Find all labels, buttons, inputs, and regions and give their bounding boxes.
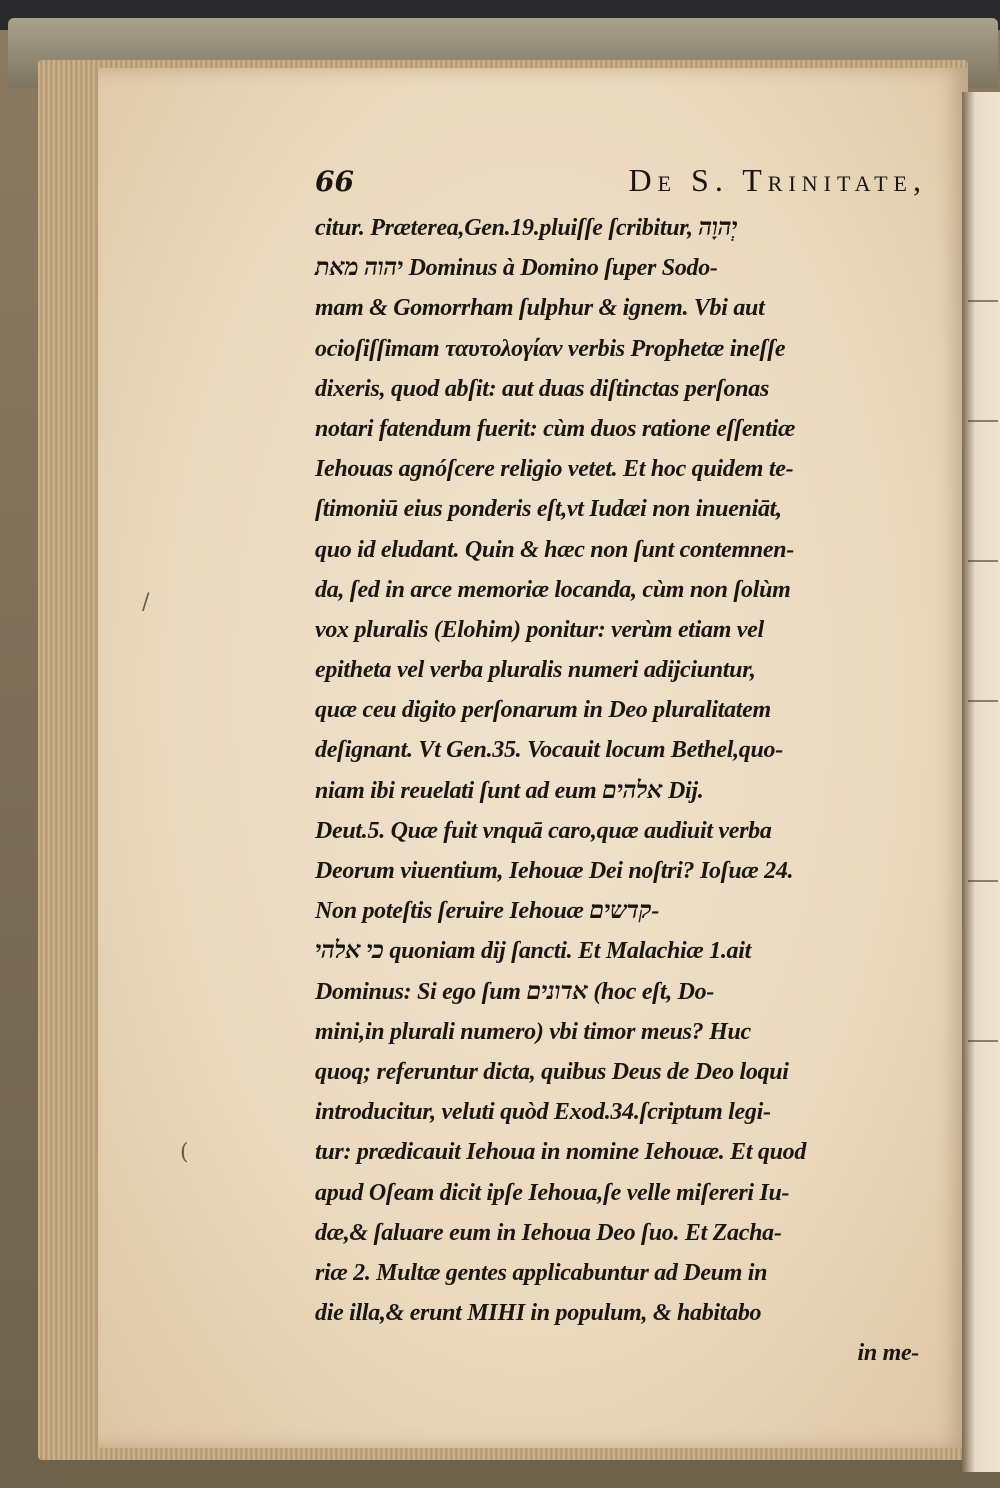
page-text-block (315, 162, 927, 1373)
text-line: dixeris, quod abſit: aut duas diſtinctas perſonas (315, 375, 770, 402)
text-line: ocioſiſſimam ταυτολογίαν verbis Prophetæ ineſſe (315, 335, 786, 362)
facing-page-text-fragment (968, 300, 998, 302)
page-number: 66 (315, 165, 354, 198)
text-line: quo id eludant. Quin & hæc non ſunt contemnen- (315, 536, 794, 563)
text-line: apud Oſeam dicit ipſe Iehoua,ſe velle miſereri Iu- (315, 1179, 790, 1206)
facing-page-text-fragment (968, 700, 998, 702)
text-line: mam & Gomorrham ſulphur & ignem. Vbi aut (315, 295, 765, 322)
text-line: יהוה מאת Dominus à Domino ſuper Sodo- (315, 255, 718, 282)
text-line: Iehouas agnóſcere religio vetet. Et hoc quidem te- (315, 456, 794, 483)
text-line: in me- (857, 1340, 919, 1367)
facing-page-text-fragment (968, 1040, 998, 1042)
text-line: quoq; referuntur dicta, quibus Deus de Deo loqui (315, 1058, 789, 1085)
text-line: introducitur, veluti quòd Exod.34.ſcriptum legi- (315, 1099, 771, 1126)
text-line: deſignant. Vt Gen.35. Vocauit locum Bethel,quo- (315, 737, 783, 764)
text-line: die illa,& erunt MIHI in populum, & habitabo (315, 1300, 762, 1327)
facing-page-edge (962, 92, 1000, 1472)
text-line: כי אלהי quoniam dij ſancti. Et Malachiæ 1.ait (315, 938, 751, 965)
text-line: riæ 2. Multæ gentes applicabuntur ad Deum in (315, 1259, 768, 1286)
text-lines (315, 208, 927, 1373)
text-line: quæ ceu digito perſonarum in Deo pluralitatem (315, 697, 771, 724)
text-line: mini,in plurali numero) vbi timor meus? Huc (315, 1018, 751, 1045)
text-line: dæ,& ſaluare eum in Iehoua Deo ſuo. Et Zacha- (315, 1219, 782, 1246)
margin-stroke: ( (180, 1140, 189, 1165)
text-line: Dominus: Si ego ſum אדונים (hoc eſt, Do- (315, 978, 715, 1005)
facing-page-text-fragment (968, 880, 998, 882)
text-line: niam ibi reuelati ſunt ad eum אלהים Dij. (315, 777, 704, 804)
text-line: epitheta vel verba pluralis numeri adijciuntur, (315, 657, 756, 684)
facing-page-text-fragment (968, 560, 998, 562)
text-line: citur. Præterea,Gen.19.pluiſſe ſcribitur, יְהוָה (315, 215, 738, 241)
running-title: De S. Trinitate, (628, 162, 927, 198)
text-line: da, ſed in arce memoriæ locanda, cùm non ſolùm (315, 576, 791, 603)
margin-stroke: / (142, 590, 150, 615)
running-head (315, 162, 927, 208)
text-line: Deorum viuentium, Iehouæ Dei noſtri? Ioſuæ 24. (315, 858, 794, 884)
facing-page-text-fragment (968, 420, 998, 422)
text-line: notari fatendum fuerit: cùm duos ratione eſſentiæ (315, 415, 795, 442)
text-line: Deut.5. Quæ fuit vnquā caro,quæ audiuit verba (315, 817, 772, 844)
text-line: ſtimoniū eius ponderis eſt,vt Iudæi non inueniāt, (315, 496, 782, 523)
text-line: Non poteſtis ſeruire Iehouæ קדשים- (315, 898, 660, 925)
text-line: vox pluralis (Elohim) ponitur: verùm etiam vel (315, 616, 764, 643)
text-line: tur: prædicauit Iehoua in nomine Iehouæ. Et quod (315, 1139, 807, 1166)
